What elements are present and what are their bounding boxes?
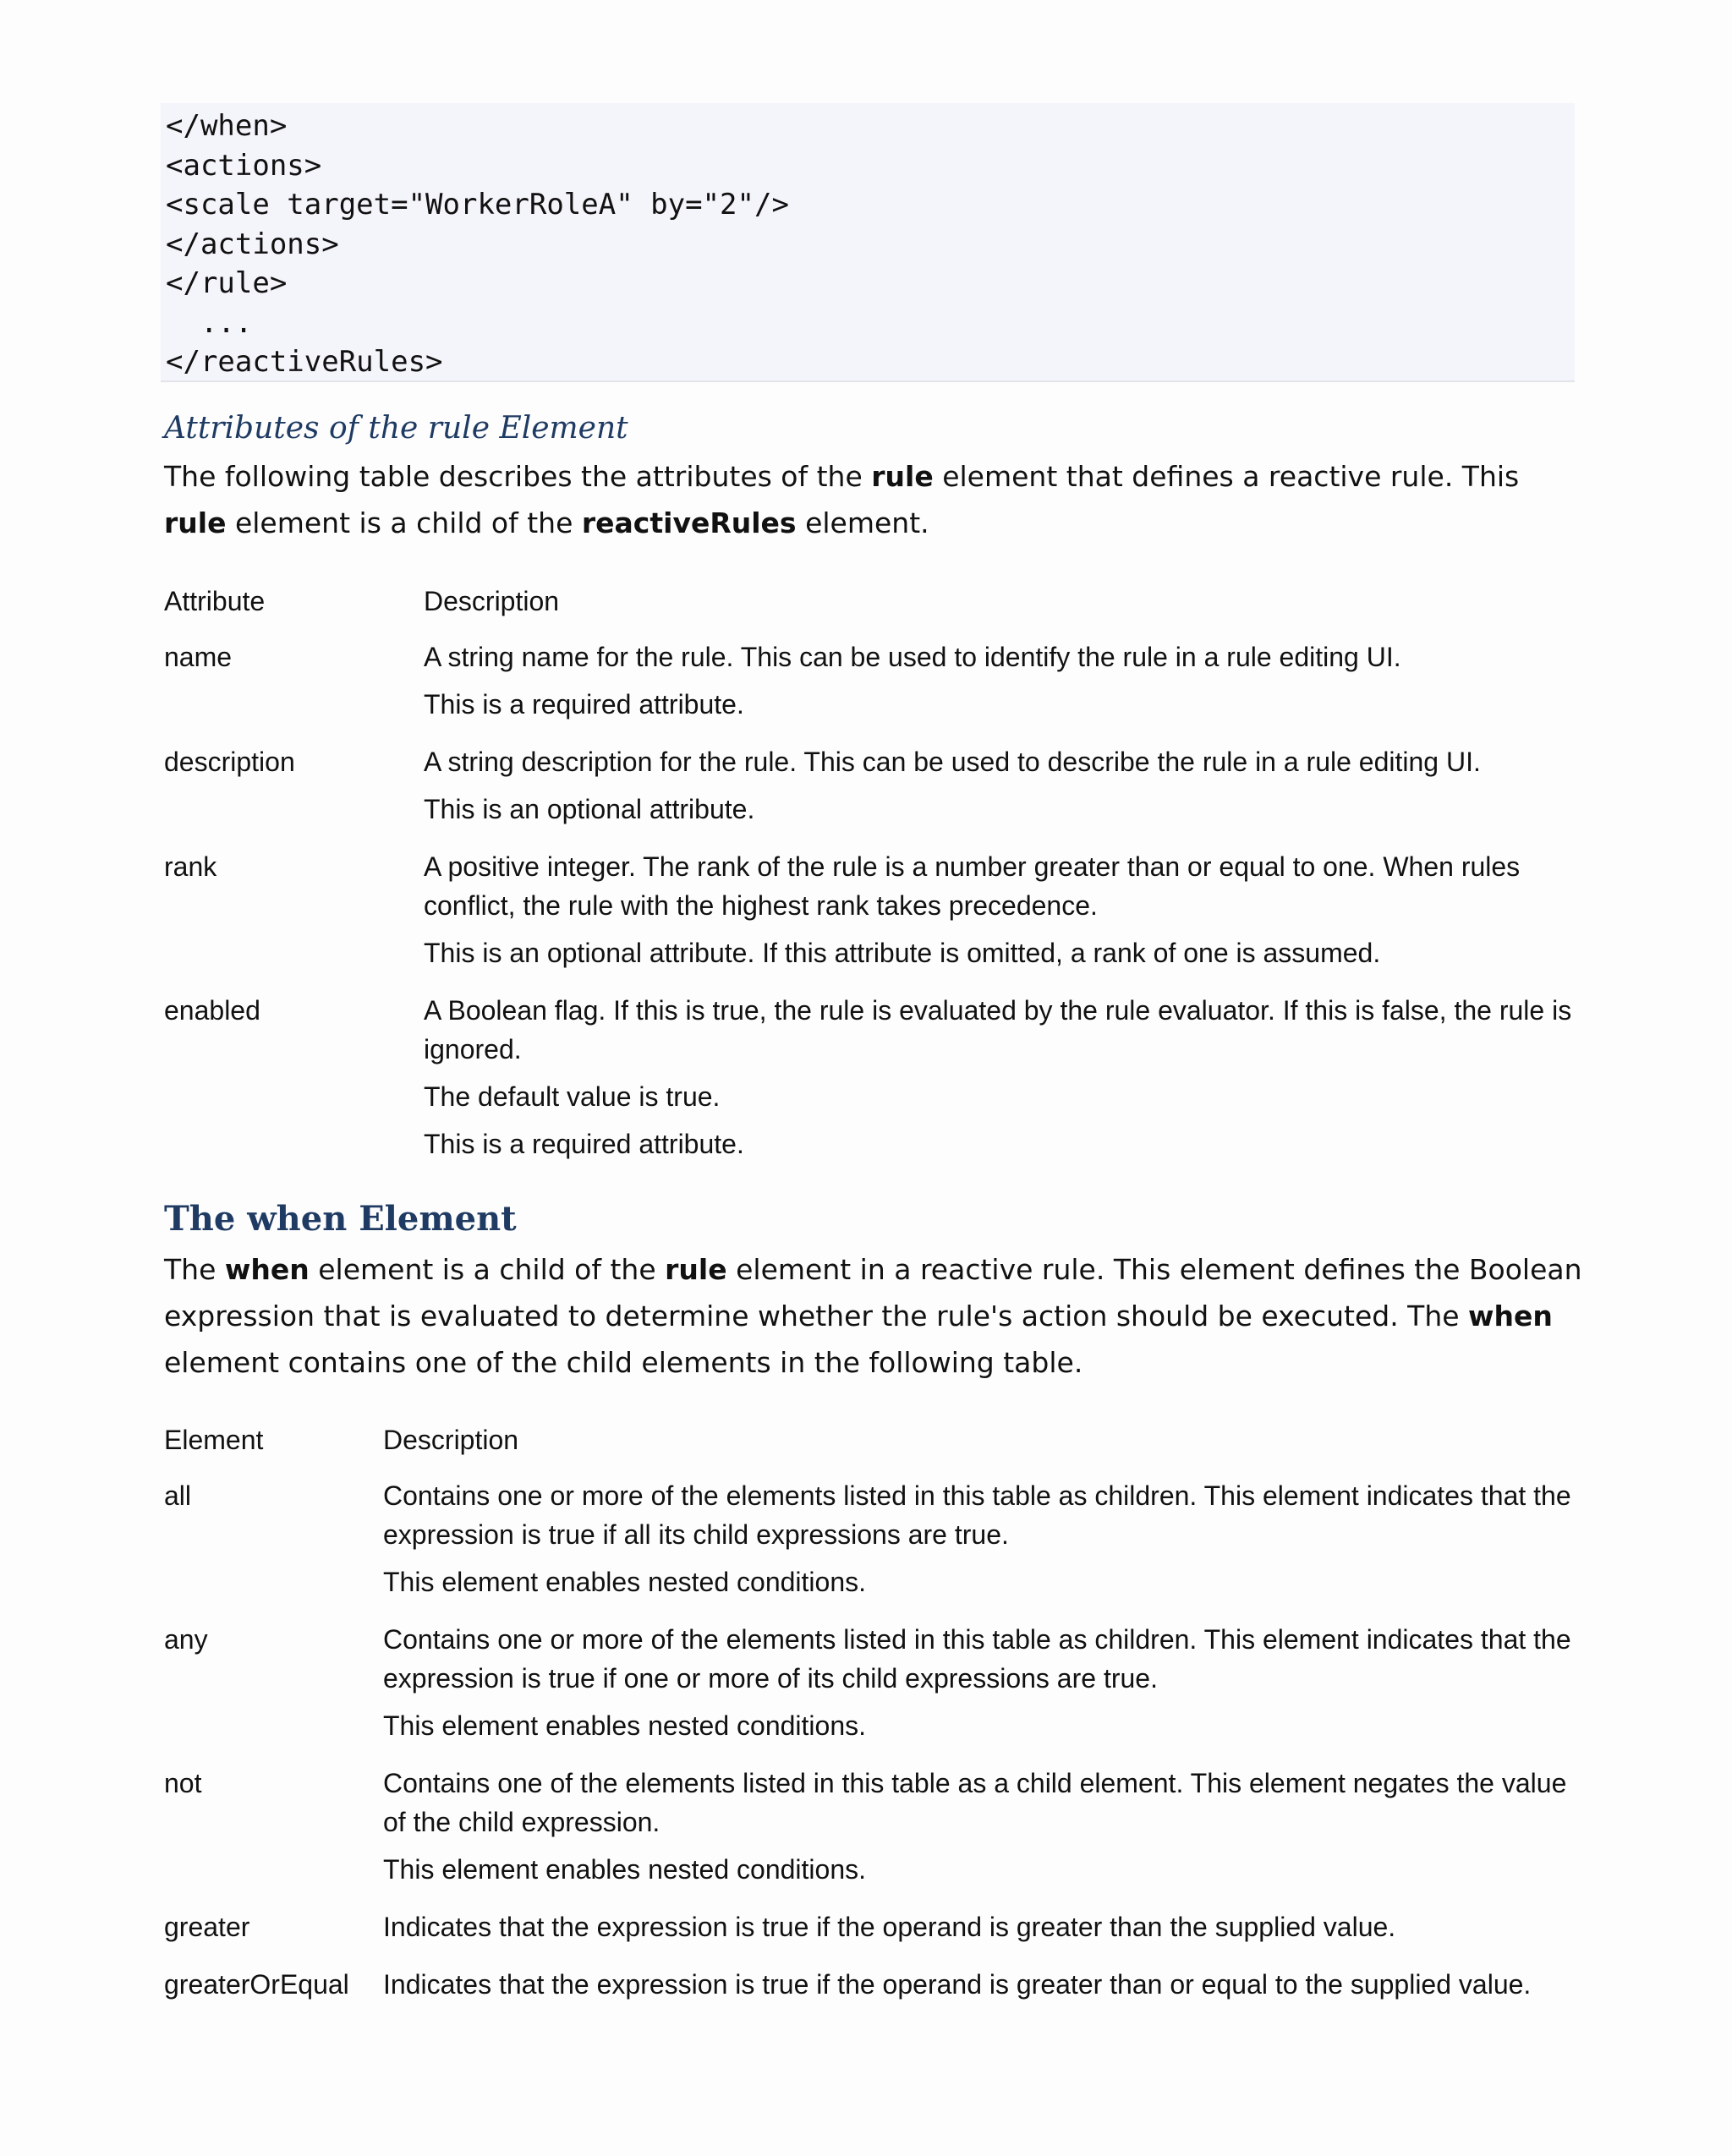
description-text: This element enables nested conditions. (383, 1710, 867, 1741)
table-row (164, 1907, 1576, 1955)
bold-term: rule (665, 1253, 727, 1286)
code-line: </reactiveRules> (166, 345, 443, 379)
description-text: The default value is true. (424, 1081, 721, 1112)
when-intro-paragraph (164, 1246, 1585, 1386)
row-name: not (164, 1768, 202, 1798)
description-text: A Boolean flag. If this is true, the rule is evaluated by the rule evaluator. If this is false, the rule is ignored. (424, 995, 1572, 1064)
table-row (164, 1965, 1576, 2012)
description-text: This is a required attribute. (424, 1129, 744, 1159)
text-run: element is a child of the (226, 506, 582, 539)
bold-term: rule (871, 460, 934, 493)
table-row (164, 637, 1576, 732)
text-run: element. (796, 506, 929, 539)
row-name: description (164, 747, 295, 777)
row-description (424, 637, 1576, 732)
table-row (164, 991, 1576, 1172)
row-description (383, 1965, 1576, 2012)
bold-term: rule (164, 506, 227, 539)
row-name: greaterOrEqual (164, 1969, 349, 2000)
description-text: A positive integer. The rank of the rule is a number greater than or equal to one. When rules conflict, the rule with the highest rank takes precedence. (424, 851, 1521, 921)
row-name: all (164, 1480, 192, 1511)
description-text: This element enables nested conditions. (383, 1567, 867, 1597)
when-elements-table (164, 1420, 1576, 2022)
table-row (164, 1620, 1576, 1754)
row-description (424, 742, 1576, 837)
row-name: greater (164, 1912, 250, 1942)
code-block (161, 103, 1575, 382)
text-run: element in a reactive rule. This element defines the Boolean expression that is evaluated to determine whether the rule's action should be executed. The (164, 1253, 1582, 1332)
bold-term: when (1468, 1300, 1553, 1332)
description-text: This element enables nested conditions. (383, 1854, 867, 1885)
row-description (424, 991, 1576, 1172)
description-text: Contains one or more of the elements listed in this table as children. This element indicates that the expression is true if one or more of its child expressions are true. (383, 1624, 1571, 1694)
description-text: A string name for the rule. This can be used to identify the rule in a rule editing UI. (424, 642, 1401, 672)
header-attribute: Attribute (164, 586, 266, 616)
table-row (164, 742, 1576, 837)
table-row (164, 1476, 1576, 1610)
code-line: <actions> (166, 148, 322, 183)
table-row (164, 1764, 1576, 1897)
code-line: ... (166, 305, 253, 340)
code-line: </when> (166, 109, 288, 143)
text-run: The (164, 1253, 225, 1286)
rule-intro-paragraph (164, 453, 1585, 546)
row-description (383, 1476, 1576, 1610)
header-element: Element (164, 1425, 264, 1455)
table-header (164, 582, 1576, 621)
text-run: element is a child of the (309, 1253, 666, 1286)
text-run: element that defines a reactive rule. This (933, 460, 1520, 493)
text-run: The following table describes the attributes of the (164, 460, 872, 493)
row-name: name (164, 642, 233, 672)
row-description (383, 1764, 1576, 1897)
row-description (424, 847, 1576, 981)
description-text: Contains one or more of the elements listed in this table as children. This element indicates that the expression is true if all its child expressions are true. (383, 1480, 1571, 1550)
bold-term: reactiveRules (581, 506, 797, 539)
description-text: This is an optional attribute. (424, 794, 755, 824)
rule-attributes-table (164, 582, 1576, 1182)
description-text: Indicates that the expression is true if the operand is greater than or equal to the supplied value. (383, 1969, 1532, 2000)
text-run: element contains one of the child elements in the following table. (164, 1346, 1083, 1379)
row-name: any (164, 1624, 208, 1655)
description-text: Indicates that the expression is true if the operand is greater than the supplied value. (383, 1912, 1396, 1942)
table-header (164, 1420, 1576, 1459)
description-text: Contains one of the elements listed in this table as a child element. This element negates the value of the child expression. (383, 1768, 1567, 1837)
when-element-heading: The when Element (164, 1199, 517, 1239)
header-description: Description (424, 586, 560, 616)
description-text: This is a required attribute. (424, 689, 744, 720)
header-description: Description (383, 1425, 519, 1455)
rule-attributes-subheading: Attributes of the rule Element (164, 411, 628, 446)
row-name: rank (164, 851, 217, 882)
bold-term: when (224, 1253, 310, 1286)
code-line: </actions> (166, 227, 339, 261)
table-row (164, 847, 1576, 981)
description-text: This is an optional attribute. If this attribute is omitted, a rank of one is assumed. (424, 938, 1381, 968)
code-line: <scale target="WorkerRoleA" by="2"/> (166, 188, 789, 222)
description-text: A string description for the rule. This can be used to describe the rule in a rule editing UI. (424, 747, 1481, 777)
row-description (383, 1907, 1576, 1955)
code-line: </rule> (166, 266, 288, 300)
row-description (383, 1620, 1576, 1754)
row-name: enabled (164, 995, 260, 1026)
